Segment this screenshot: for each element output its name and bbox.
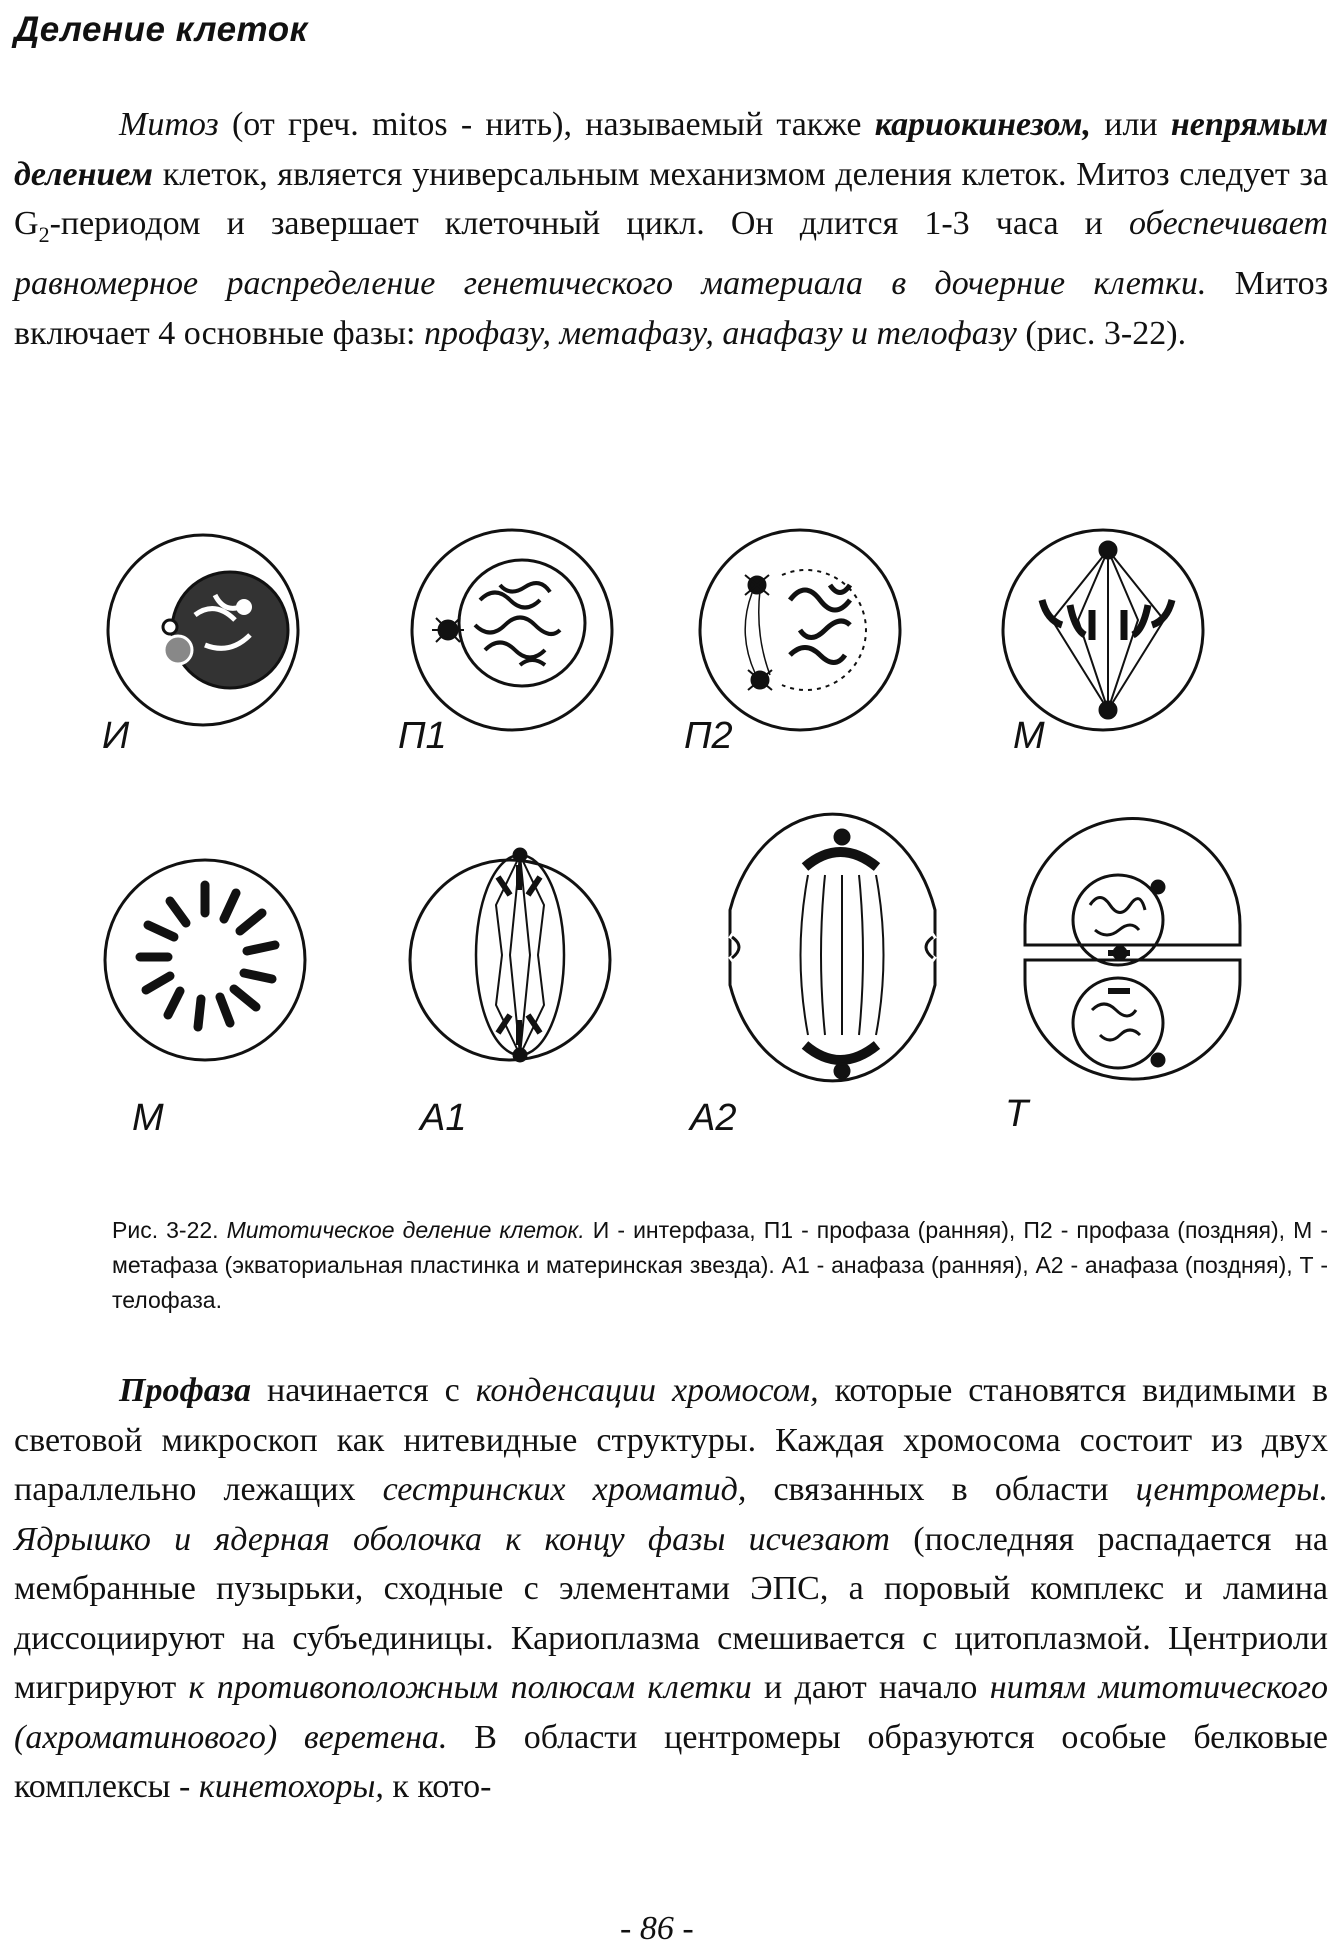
caption-prefix: Рис. 3-22. [112,1217,227,1243]
phases-list: профазу, метафазу, анафазу и телофазу [423,314,1017,352]
cell-metaphase-side [1003,530,1203,730]
emphasis-text: нитям митотического (ахроматинового) веретена. [14,1669,1328,1756]
text-run: (рис. 3-22). [1016,314,1187,352]
text-run: Митоз включает 4 основные фазы: [14,265,1328,352]
term-mitosis: Митоз [119,106,219,143]
mitosis-illustration [0,505,1342,1195]
prophase-paragraph [14,1366,1328,1812]
emphasis-text: к противоположным полюсам клетки [188,1669,752,1706]
caption-title: Митотическое деление клеток. [226,1217,585,1243]
cell-early-anaphase [410,849,610,1061]
text-run: связанных в области [746,1471,1136,1508]
cell-label-2: П1 [398,715,447,757]
emphasis-text: центромеры. Ядрышко и ядерная оболочка к концу фазы исчезают [14,1471,1328,1558]
term-indirect-division: непрямым делением [14,106,1328,193]
emphasis-text: кинетохоры, [198,1768,384,1805]
cell-label-4: М [1013,715,1045,757]
text-run: (последняя распадается на мембранные пузырьки, сходные с элементами ЭПС, а поровый комплекс и ламина диссоциируют на субъединицы. Кариоплазма смешивается с цитоплазмой. Центриоли мигрируют [14,1520,1328,1706]
emphasis-text: обеспечивает равномерное распределение генетического материала в дочерние клетки. [14,205,1328,303]
text-run: к кото- [383,1768,492,1805]
cell-label-8: Т [1005,1093,1029,1135]
caption-body: И - интерфаза, П1 - профаза (ранняя), П2 - профаза (поздняя), М - метафаза (экваториальная пластинка и материнская звезда). А1 - анафаза (ранняя), А2 - анафаза (поздняя), Т - телофаза. [112,1217,1328,1313]
cell-late-prophase [700,530,900,730]
text-run: клеток, является универсальным механизмом деления клеток. Митоз следует за G [14,155,1328,242]
cell-label-7: А2 [690,1097,737,1139]
cell-interphase [108,535,298,725]
mitosis-figure [0,505,1342,1195]
intro-paragraph [14,100,1328,358]
text-run: и дают начало [751,1669,990,1706]
emphasis-text: сестринских хроматид, [382,1471,747,1508]
page-number: - 86 - [620,1910,694,1947]
cell-telophase [1025,819,1240,1080]
text-run: или [1090,106,1171,143]
cell-late-anaphase [728,777,935,1115]
text-run: которые становятся видимыми в световой микроскоп как нитевидные структуры. Каждая хромосома состоит из двух параллельно лежащих [14,1372,1328,1508]
text-run: -периодом и завершает клеточный цикл. Он длится 1-3 часа и [49,205,1130,242]
text-run: В области центромеры образуются особые белковые комплексы - [14,1718,1329,1805]
subscript: 2 [38,221,50,247]
text-run: (от греч. mitos - нить), называемый также [218,106,875,143]
cell-label-3: П2 [684,715,733,757]
term-prophase: Профаза [119,1372,252,1409]
cell-metaphase-star [105,860,305,1060]
figure-caption [112,1213,1328,1318]
term-karyokinesis: кариокинезом, [874,106,1091,143]
emphasis-text: конденсации хромосом, [475,1372,819,1409]
cell-label-1: И [102,715,130,757]
cell-label-5: М [132,1097,164,1139]
cell-early-prophase [412,530,612,730]
text-run: начинается с [251,1372,476,1409]
cell-label-6: А1 [420,1097,467,1139]
section-title: Деление клеток [14,10,308,49]
